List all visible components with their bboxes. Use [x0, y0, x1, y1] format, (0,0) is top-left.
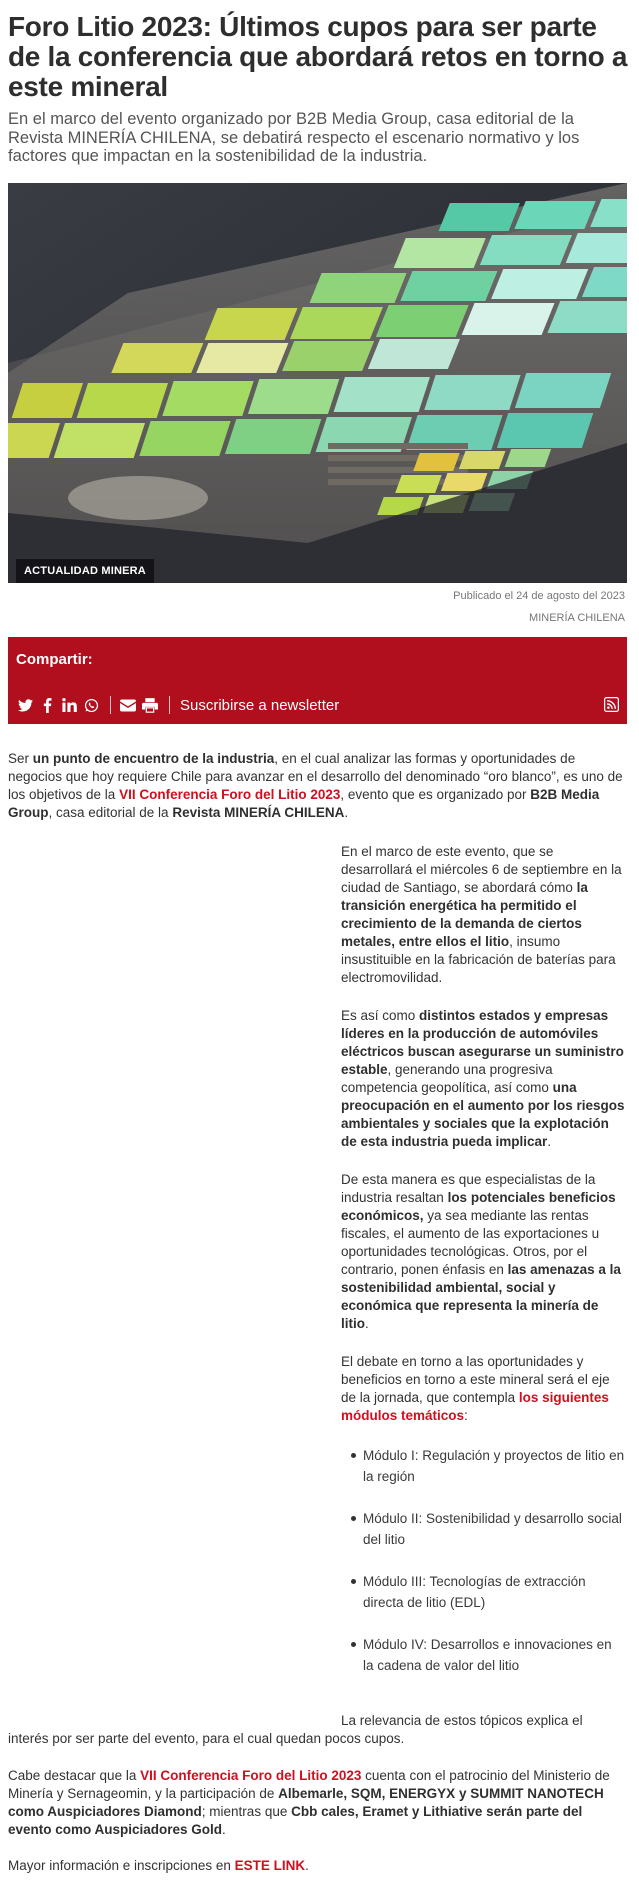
article-title: Foro Litio 2023: Últimos cupos para ser parte de la conferencia que abordará retos en torno a este mineral — [8, 11, 628, 102]
paragraph-relevance-start: La relevancia de estos tópicos explica el — [341, 1713, 583, 1728]
paragraph-sponsors: Cabe destacar que la VII Conferencia Foro del Litio 2023 cuenta con el patrocinio del Ministerio de Minería y Sernageomin, y la participación de Albemarle, SQM, ENERGYX y SUMMIT NANOTECH como Auspiciadores Diamond; mientras que Cbb cales, Eramet y Lithiative serán parte del evento como Auspiciadores Gold. — [8, 1768, 610, 1837]
list-item: Módulo IV: Desarrollos e innovaciones en la cadena de valor del litio — [353, 1634, 625, 1676]
print-icon[interactable] — [141, 696, 159, 714]
newsletter-link[interactable]: Suscribirse a newsletter — [180, 696, 340, 714]
conference-link[interactable]: VII Conferencia Foro del Litio 2023 — [140, 1768, 362, 1783]
paragraph-geopolitics: Es así como distintos estados y empresas líderes en la producción de automóviles eléctricos buscan asegurarse un suministro estable, generando una progresiva competencia geopolítica, así como una preocupación en el aumento por los riesgos ambientales y sociales que la explotación de esta industria pueda implicar. — [341, 1008, 625, 1149]
share-label: Compartir: — [16, 651, 93, 668]
share-divider — [169, 696, 170, 714]
article-source: MINERÍA CHILENA — [529, 612, 625, 624]
conference-link[interactable]: VII Conferencia Foro del Litio 2023 — [119, 787, 341, 802]
hero-image — [8, 183, 627, 583]
share-icons-row — [16, 695, 339, 715]
paragraph-debate: El debate en torno a las oportunidades y beneficios en torno a este mineral será el eje de la jornada, que contempla los siguientes módulos temáticos: — [341, 1354, 610, 1423]
published-date: Publicado el 24 de agosto del 2023 — [453, 590, 625, 602]
image-category-tag[interactable]: ACTUALIDAD MINERA — [16, 559, 154, 583]
rss-icon[interactable] — [604, 697, 619, 717]
list-item: Módulo II: Sostenibilidad y desarrollo social del litio — [353, 1508, 625, 1550]
paragraph-relevance-end: interés por ser parte del evento, para el cual quedan pocos cupos. — [8, 1731, 405, 1746]
facebook-icon[interactable] — [38, 696, 56, 714]
share-bar — [8, 637, 627, 724]
article-dek: En el marco del evento organizado por B2B Media Group, casa editorial de la Revista MINERÍA CHILENA, se debatirá respecto el escenario normativo y los factores que impactan en la sostenibilidad de la industria. — [8, 110, 580, 165]
whatsapp-icon[interactable] — [82, 696, 100, 714]
paragraph-specialists: De esta manera es que especialistas de la industria resaltan los potenciales beneficios económicos, ya sea mediante las rentas fiscales, el aumento de las exportaciones u oportunidades tecnológicas. Otros, por el contrario, ponen énfasis en las amenazas a la sostenibilidad ambiental, social y económica que representa la minería de litio. — [341, 1172, 621, 1331]
article-right-column — [341, 843, 625, 1697]
paragraph-more-info: Mayor información e inscripciones en ESTE LINK. — [8, 1858, 309, 1873]
salt-flat-aerial-photo — [8, 183, 627, 583]
paragraph-intro: Ser un punto de encuentro de la industria, en el cual analizar las formas y oportunidades de negocios que hoy requiere Chile para avanzar en el desarrollo del denominado “oro blanco”, es uno de los objetivos de la VII Conferencia Foro del Litio 2023, evento que es organizado por B2B Media Group, casa editorial de la Revista MINERÍA CHILENA. — [8, 751, 623, 820]
twitter-icon[interactable] — [16, 696, 34, 714]
email-icon[interactable] — [119, 696, 137, 714]
modules-list — [341, 1445, 625, 1676]
linkedin-icon[interactable] — [60, 696, 78, 714]
paragraph-event: En el marco de este evento, que se desarrollará el miércoles 6 de septiembre en la ciudad de Santiago, se abordará cómo la transición energética ha permitido el crecimiento de la demanda de ciertos metales, entre ellos el litio, insumo insustituible en la fabricación de baterías para electromovilidad. — [341, 844, 622, 985]
list-item: Módulo I: Regulación y proyectos de litio en la región — [353, 1445, 625, 1487]
list-item: Módulo III: Tecnologías de extracción directa de litio (EDL) — [353, 1571, 625, 1613]
modules-link[interactable]: los siguientes módulos temáticos — [341, 1390, 609, 1423]
share-divider — [110, 696, 111, 714]
registration-link[interactable]: ESTE LINK — [234, 1858, 306, 1873]
